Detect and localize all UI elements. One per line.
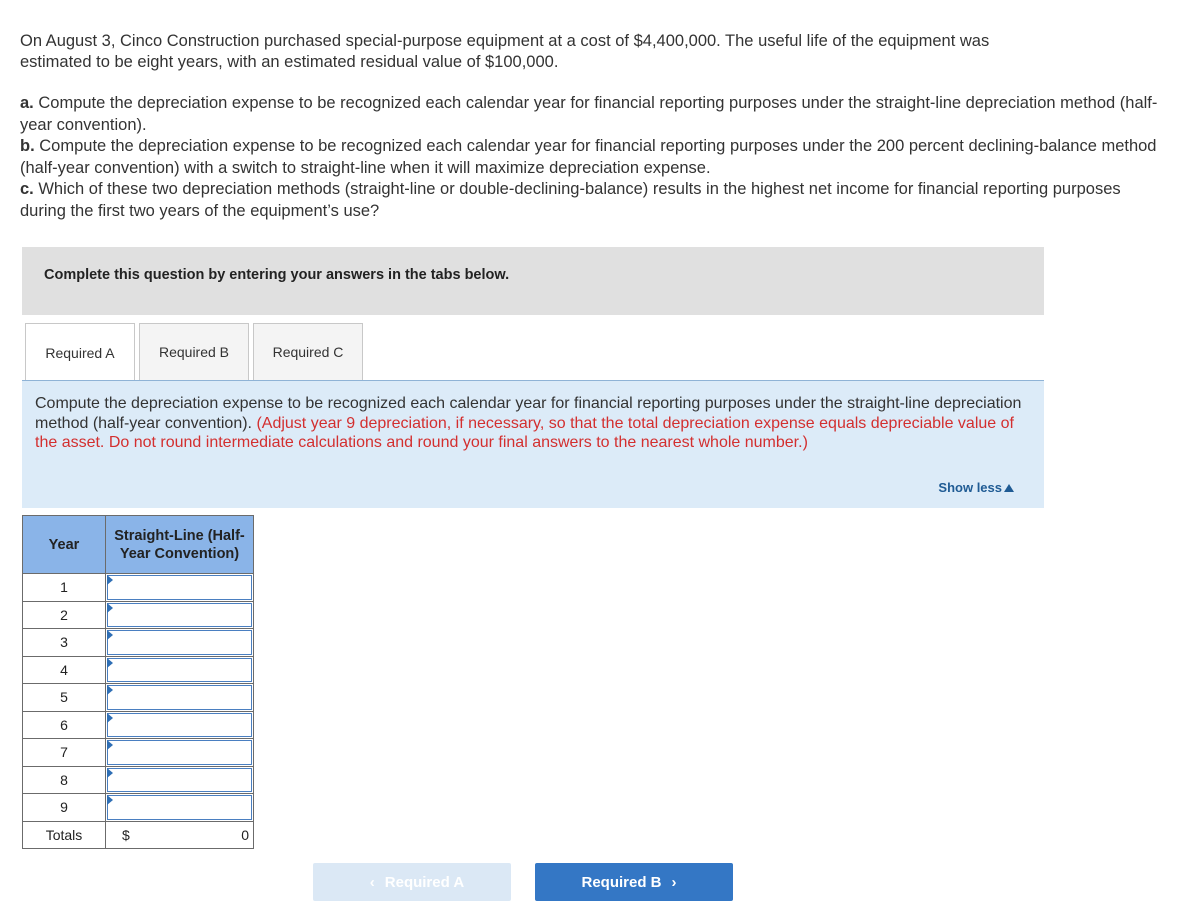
table-row <box>23 574 254 602</box>
chevron-left-icon: ‹ <box>369 873 375 891</box>
input-marker-icon <box>107 768 113 778</box>
complete-question-banner <box>22 247 1044 315</box>
tab-required-b[interactable]: Required B <box>139 323 249 381</box>
year-cell: 2 <box>23 601 106 629</box>
depreciation-table <box>22 515 254 849</box>
triangle-up-icon <box>1004 484 1014 492</box>
totals-value: 0 <box>241 826 249 843</box>
problem-parts <box>20 93 1170 222</box>
depreciation-input-cell <box>106 684 254 712</box>
year-cell: 5 <box>23 684 106 712</box>
tab-required-c[interactable]: Required C <box>253 323 363 381</box>
part-c <box>20 179 1170 222</box>
year-cell: 4 <box>23 656 106 684</box>
col-header-straight-line: Straight-Line (Half-Year Convention) <box>106 516 254 574</box>
depreciation-input[interactable] <box>107 685 252 710</box>
input-marker-icon <box>107 795 113 805</box>
prev-label: Required A <box>384 873 465 891</box>
input-marker-icon <box>107 658 113 668</box>
part-a-label: a. <box>20 94 34 112</box>
input-marker-icon <box>107 740 113 750</box>
part-a <box>20 93 1170 136</box>
table-row <box>23 684 254 712</box>
instructions-note: (Adjust year 9 depreciation, if necessary, so that the total depreciation expense equals depreciable value of the asset. Do not round intermediate calculations and round your final answers to the nearest whole number.) <box>35 414 1014 451</box>
depreciation-input[interactable] <box>107 630 252 655</box>
depreciation-input[interactable] <box>107 740 252 765</box>
depreciation-input-cell <box>106 574 254 602</box>
depreciation-input-cell <box>106 711 254 739</box>
table-row <box>23 766 254 794</box>
instructions-panel <box>22 381 1044 508</box>
show-less-link[interactable] <box>938 480 1014 495</box>
year-cell: 3 <box>23 629 106 657</box>
table-row <box>23 711 254 739</box>
part-b <box>20 136 1170 179</box>
next-label: Required B <box>581 873 662 891</box>
depreciation-input[interactable] <box>107 768 252 793</box>
depreciation-input[interactable] <box>107 575 252 600</box>
totals-cell <box>106 821 254 849</box>
table-row <box>23 656 254 684</box>
input-marker-icon <box>107 630 113 640</box>
input-marker-icon <box>107 575 113 585</box>
totals-currency: $ <box>122 826 130 843</box>
part-c-text: Which of these two depreciation methods (straight-line or double-declining-balance) results in the highest net income for financial reporting purposes during the first two years of the equipment’s use? <box>20 180 1121 220</box>
instructions-text <box>35 394 1035 453</box>
tab-bar <box>25 323 367 381</box>
depreciation-input-cell <box>106 601 254 629</box>
input-marker-icon <box>107 713 113 723</box>
part-b-text: Compute the depreciation expense to be recognized each calendar year for financial reporting purposes under the 200 percent declining-balance method (half-year convention) with a switch to straight-line when it will maximize depreciation expense. <box>20 137 1157 177</box>
prev-required-button[interactable] <box>313 863 511 901</box>
depreciation-input[interactable] <box>107 658 252 683</box>
instructions-main: Compute the depreciation expense to be recognized each calendar year for financial reporting purposes under the straight-line depreciation method (half-year convention). <box>35 395 1022 432</box>
part-b-label: b. <box>20 137 35 155</box>
year-cell: 9 <box>23 794 106 822</box>
depreciation-input-cell <box>106 656 254 684</box>
show-less-label: Show less <box>938 480 1002 495</box>
depreciation-input[interactable] <box>107 795 252 820</box>
chevron-right-icon: › <box>671 873 677 891</box>
depreciation-input[interactable] <box>107 603 252 628</box>
totals-label: Totals <box>23 821 106 849</box>
depreciation-input-cell <box>106 794 254 822</box>
year-cell: 1 <box>23 574 106 602</box>
depreciation-input-cell <box>106 739 254 767</box>
part-a-text: Compute the depreciation expense to be recognized each calendar year for financial reporting purposes under the straight-line depreciation method (half-year convention). <box>20 94 1158 134</box>
table-row <box>23 794 254 822</box>
input-marker-icon <box>107 685 113 695</box>
input-marker-icon <box>107 603 113 613</box>
intro-line-2: estimated to be eight years, with an estimated residual value of $100,000. <box>20 53 559 71</box>
table-row <box>23 739 254 767</box>
year-cell: 8 <box>23 766 106 794</box>
year-cell: 7 <box>23 739 106 767</box>
depreciation-input[interactable] <box>107 713 252 738</box>
intro-line-1: On August 3, Cinco Construction purchased special-purpose equipment at a cost of $4,400,000. The useful life of the equipment was <box>20 32 990 50</box>
next-required-button[interactable] <box>535 863 733 901</box>
problem-intro <box>20 31 1170 73</box>
col-header-year: Year <box>23 516 106 574</box>
part-c-label: c. <box>20 180 34 198</box>
table-row <box>23 629 254 657</box>
tab-required-a[interactable]: Required A <box>25 323 135 382</box>
year-cell: 6 <box>23 711 106 739</box>
depreciation-input-cell <box>106 629 254 657</box>
depreciation-input-cell <box>106 766 254 794</box>
table-row <box>23 601 254 629</box>
complete-prompt: Complete this question by entering your answers in the tabs below. <box>44 267 510 283</box>
